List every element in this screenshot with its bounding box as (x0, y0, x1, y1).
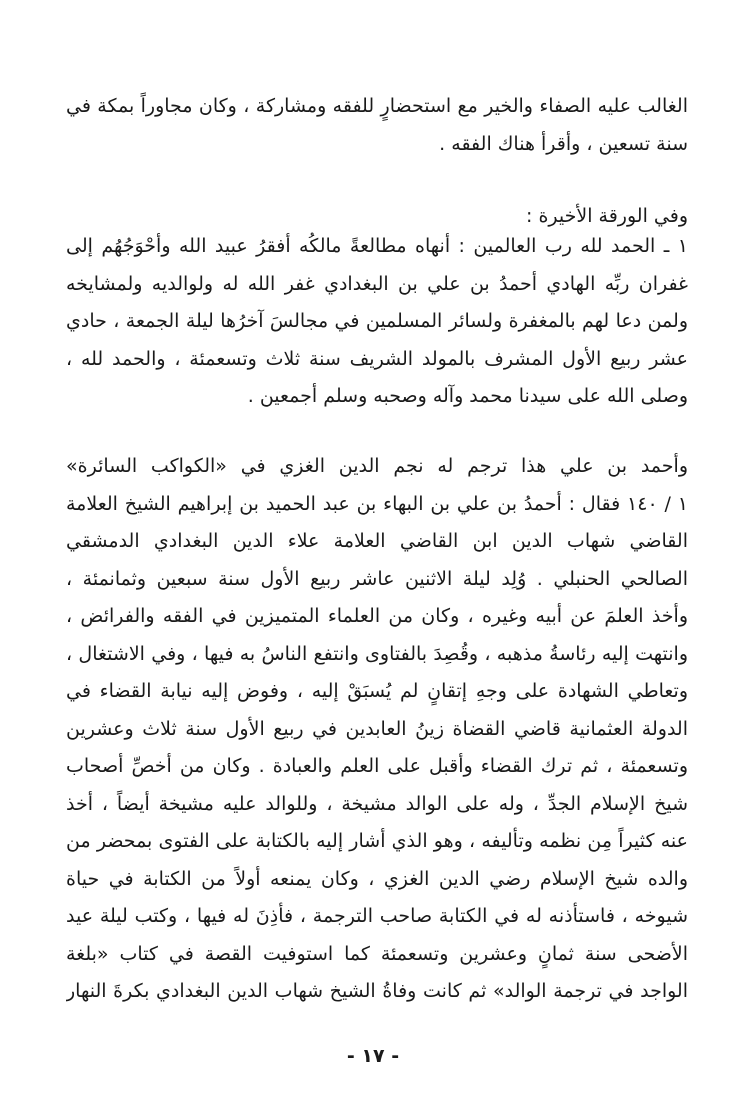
text-line: الغالب عليه الصفاء والخير مع استحضارٍ للفقه ومشاركة ، وكان مجاوراً بمكة في (66, 95, 688, 117)
text-line: عشر ربيع الأول المشرف بالمولد الشريف سنة ثلاث وتسعمئة ، والحمد لله ، (66, 347, 688, 370)
paragraph-colophon (66, 228, 688, 416)
text-line: عنه كثيراً مِن نظمه وتأليفه ، وهو الذي أشار إليه بالكتابة على الفتوى بمحضر من (66, 830, 688, 852)
text-line: الصالحي الحنبلي . وُلِد ليلة الاثنين عاشر ربيع الأول سنة سبعين وثمانمئة ، (66, 567, 688, 590)
text-line: وتسعمئة ، ثم ترك القضاء وأقبل على العلم والعبادة . وكان من أخصِّ أصحاب (66, 755, 688, 777)
text-line: وأحمد بن علي هذا ترجم له نجم الدين الغزي في «الكواكب السائرة» (66, 455, 688, 477)
text-line: وصلى الله على سيدنا محمد وآله وصحبه وسلم أجمعين . (247, 385, 688, 407)
text-line: وتعاطي الشهادة على وجهِ إتقانٍ لم يُسبَقْ إليه ، وفوض إليه نيابة القضاء في (66, 680, 688, 702)
text-line: سنة تسعين ، وأقرأ هناك الفقه . (439, 132, 688, 155)
text-line: القاضي شهاب الدين ابن القاضي العلامة علاء الدين البغدادي الدمشقي (66, 530, 688, 552)
text-line: شيخ الإسلام الجدِّ ، وله على الوالد مشيخة ، وللوالد عليه مشيخة أيضاً ، أخذ (66, 792, 688, 815)
text-line: شيوخه ، فاستأذنه له في الكتابة صاحب الترجمة ، فأذِنَ له فيها ، وكتب ليلة عيد (66, 905, 688, 927)
paragraph-biography (66, 448, 688, 1011)
text-line: الدولة العثمانية قاضي القضاة زينُ العابدين في ربيع الأول سنة ثلاث وعشرين (66, 717, 688, 740)
text-line: وفي الورقة الأخيرة : (526, 205, 688, 227)
text-line: وأخذ العلمَ عن أبيه وغيره ، وكان من العلماء المتميزين في الفقه والفرائض ، (66, 605, 688, 627)
text-line: وانتهت إليه رئاسةُ مذهبه ، وقُصِدَ بالفتاوى وانتفع الناسُ به فيها ، وفي الاشتغال ، (66, 642, 688, 665)
text-line: ١ ـ الحمد لله رب العالمين : أنهاه مطالعةً مالكُه أفقرُ عبيد الله وأحْوَجُهُم إلى (66, 235, 688, 257)
text-line: ١ / ١٤٠ فقال : أحمدُ بن علي بن البهاء بن عبد الحميد بن إبراهيم الشيخ العلامة (66, 492, 688, 515)
paragraph-continuation (66, 88, 688, 163)
text-line: ولمن دعا لهم بالمغفرة ولسائر المسلمين في مجالسَ آخرُها ليلة الجمعة ، حادي (66, 310, 688, 332)
page-number: - ١٧ - (346, 1045, 400, 1067)
text-line: غفران ربِّه الهادي أحمدُ بن علي بن البغدادي غفر الله له ولوالديه ولمشايخه (66, 272, 688, 295)
text-line: والده شيخ الإسلام رضي الدين الغزي ، وكان يمنعه أولاً من الكتابة في حياة (66, 867, 688, 890)
text-line: الواجد في ترجمة الوالد» ثم كانت وفاةُ الشيخ شهاب الدين البغدادي بكرةَ النهار (66, 980, 688, 1002)
text-line: الأضحى سنة ثمانٍ وعشرين وتسعمئة كما استوفيت القصة في كتاب «بلغة (66, 942, 688, 965)
